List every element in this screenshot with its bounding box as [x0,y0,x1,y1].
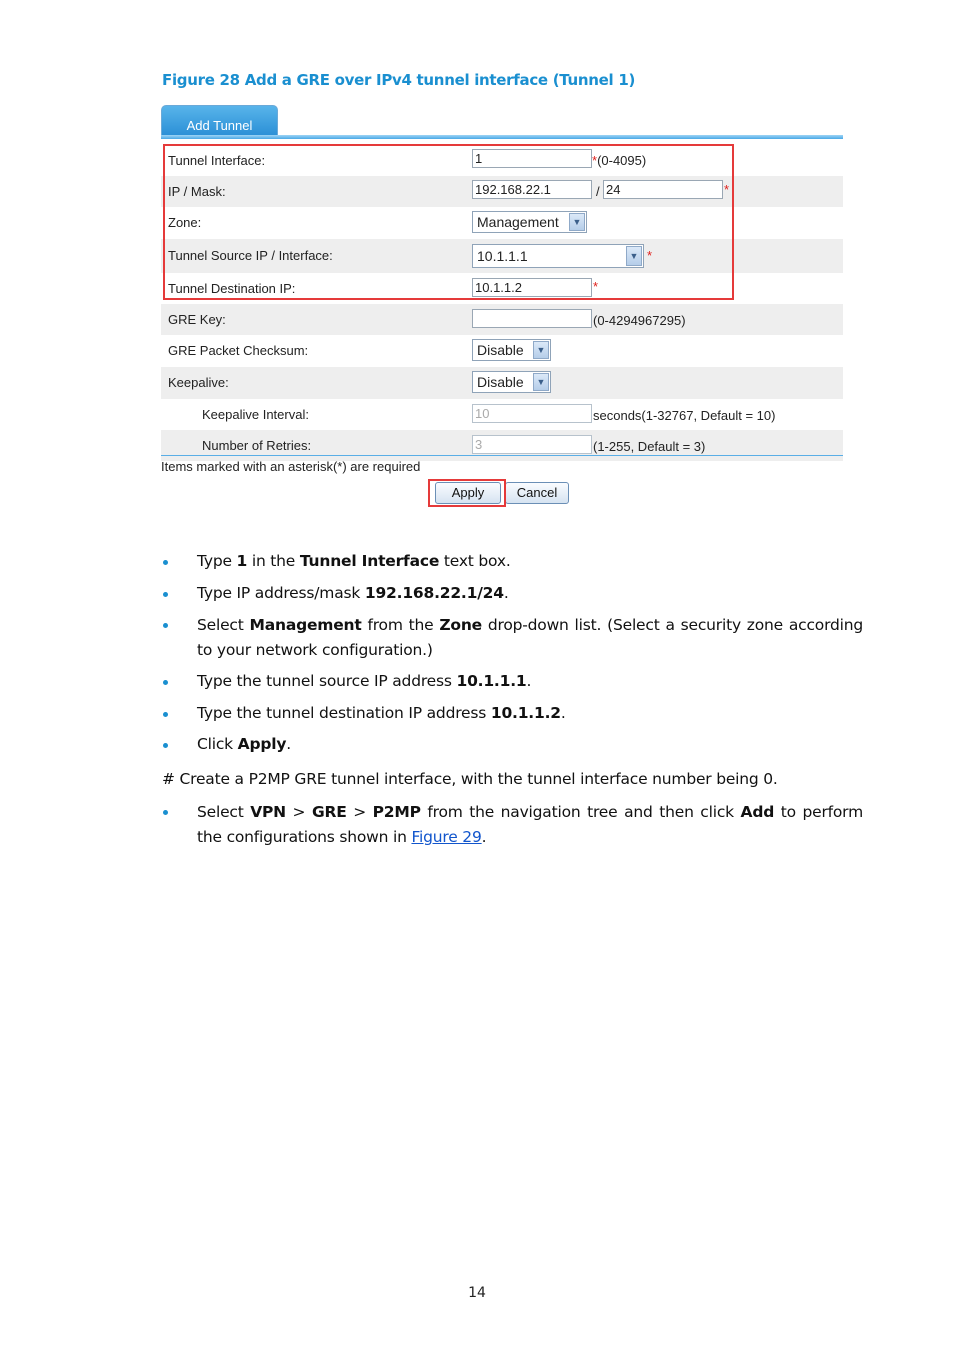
tunnel-source-selected-value: 10.1.1.1 [477,248,528,264]
required-star: * [647,248,653,263]
gre-checksum-selected-value: Disable [477,342,524,358]
tab-bar [161,105,843,140]
tab-add-tunnel[interactable]: Add Tunnel [161,105,278,136]
add-tunnel-panel [161,105,843,461]
zone-label: Zone: [168,215,202,230]
tunnel-interface-input[interactable]: 1 [472,149,592,168]
row-zone [161,207,843,239]
tunnel-destination-input[interactable]: 10.1.1.2 [472,278,592,297]
ip-address-input[interactable]: 192.168.22.1 [472,180,592,199]
chevron-down-icon[interactable]: ▼ [626,246,642,266]
row-retries [161,430,843,461]
keepalive-label: Keepalive: [168,375,229,390]
tunnel-destination-label: Tunnel Destination IP: [168,281,296,296]
bullet-icon [163,560,168,565]
tunnel-interface-label: Tunnel Interface: [168,153,266,168]
row-tunnel-source [161,239,843,273]
bullet-icon [163,712,168,717]
retries-input[interactable]: 3 [472,435,592,454]
mask-input[interactable]: 24 [603,180,723,199]
tunnel-source-select[interactable] [472,244,644,268]
cancel-button[interactable]: Cancel [505,482,569,504]
row-gre-checksum [161,335,843,367]
zone-select[interactable] [472,211,587,233]
chevron-down-icon[interactable]: ▼ [533,341,549,359]
zone-selected-value: Management [477,214,559,230]
gre-checksum-select[interactable] [472,339,551,361]
figure-29-link[interactable]: Figure 29 [411,828,482,846]
required-star: * [593,279,599,294]
bullet-icon [163,680,168,685]
keepalive-interval-input[interactable]: 10 [472,404,592,423]
bullet-icon [163,623,168,628]
paragraph: # Create a P2MP GRE tunnel interface, with the tunnel interface number being 0. [162,770,778,788]
tunnel-interface-hint: *(0-4095) [592,153,647,168]
row-gre-key [161,304,843,335]
row-keepalive-interval [161,399,843,430]
tab-underline [161,135,843,139]
gre-key-input[interactable] [472,309,592,328]
bullet-icon [163,743,168,748]
page-number: 14 [468,1285,486,1301]
keepalive-interval-hint: seconds(1-32767, Default = 10) [593,408,776,423]
gre-key-hint: (0-4294967295) [593,313,686,328]
apply-button[interactable]: Apply [435,482,501,504]
keepalive-selected-value: Disable [477,374,524,390]
chevron-down-icon[interactable]: ▼ [533,373,549,391]
gre-checksum-label: GRE Packet Checksum: [168,343,309,358]
form-bottom-divider [161,455,843,456]
tunnel-source-label: Tunnel Source IP / Interface: [168,248,333,263]
bullet-icon [163,810,168,815]
form-rows [161,145,843,461]
ip-mask-separator: / [596,184,600,199]
retries-label: Number of Retries: [202,438,312,453]
row-ip-mask [161,176,843,207]
row-keepalive [161,367,843,399]
required-star: * [592,153,598,168]
required-star: * [724,182,730,197]
keepalive-interval-label: Keepalive Interval: [202,407,309,422]
row-tunnel-interface [161,145,843,176]
required-note: Items marked with an asterisk(*) are required [161,459,421,474]
figure-caption: Figure 28 Add a GRE over IPv4 tunnel interface (Tunnel 1) [162,71,636,89]
bullet-icon [163,592,168,597]
row-tunnel-destination [161,273,843,304]
ip-mask-label: IP / Mask: [168,184,226,199]
retries-hint: (1-255, Default = 3) [593,439,706,454]
chevron-down-icon[interactable]: ▼ [569,213,585,231]
gre-key-label: GRE Key: [168,312,226,327]
keepalive-select[interactable] [472,371,551,393]
